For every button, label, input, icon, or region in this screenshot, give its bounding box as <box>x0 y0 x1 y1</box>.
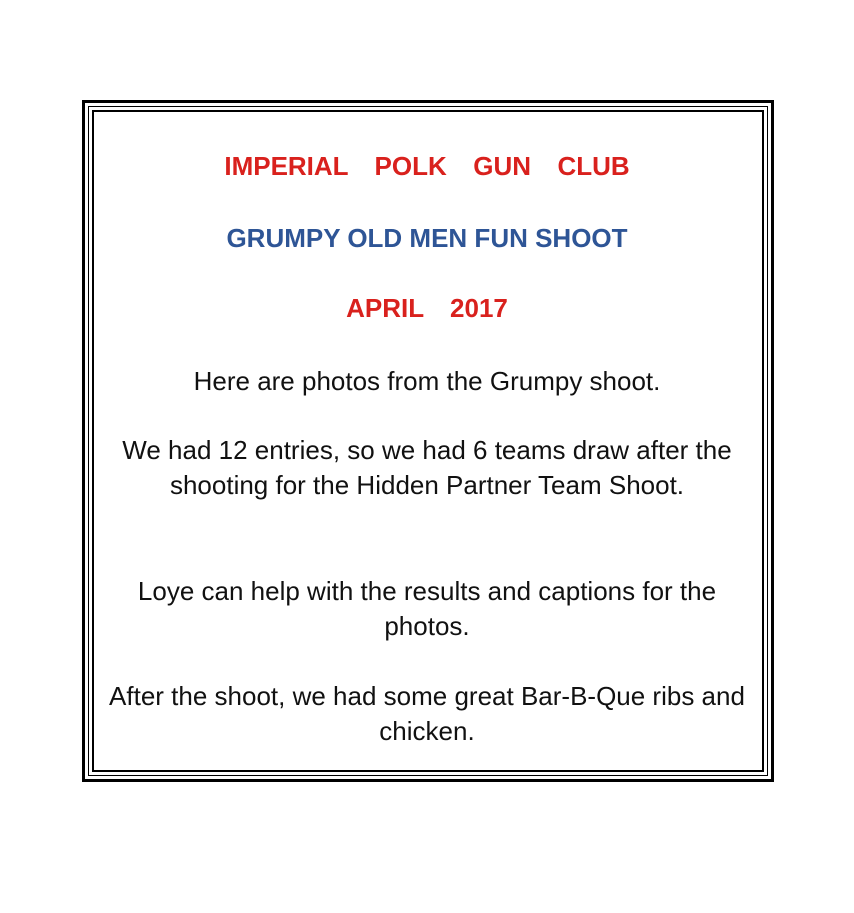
event-date: APRIL 2017 <box>346 293 508 323</box>
paragraph-entries: We had 12 entries, so we had 6 teams draw after the shooting for the Hidden Partner Team Shoot. <box>122 435 732 500</box>
club-title: IMPERIAL POLK GUN CLUB <box>224 151 630 181</box>
paragraph-bbq: After the shoot, we had some great Bar-B-Que ribs and chicken. <box>109 681 745 746</box>
event-title: GRUMPY OLD MEN FUN SHOOT <box>226 223 628 253</box>
paragraph-captions: Loye can help with the results and captions for the photos. <box>137 576 717 641</box>
paragraph-photos: Here are photos from the Grumpy shoot. <box>193 366 661 396</box>
